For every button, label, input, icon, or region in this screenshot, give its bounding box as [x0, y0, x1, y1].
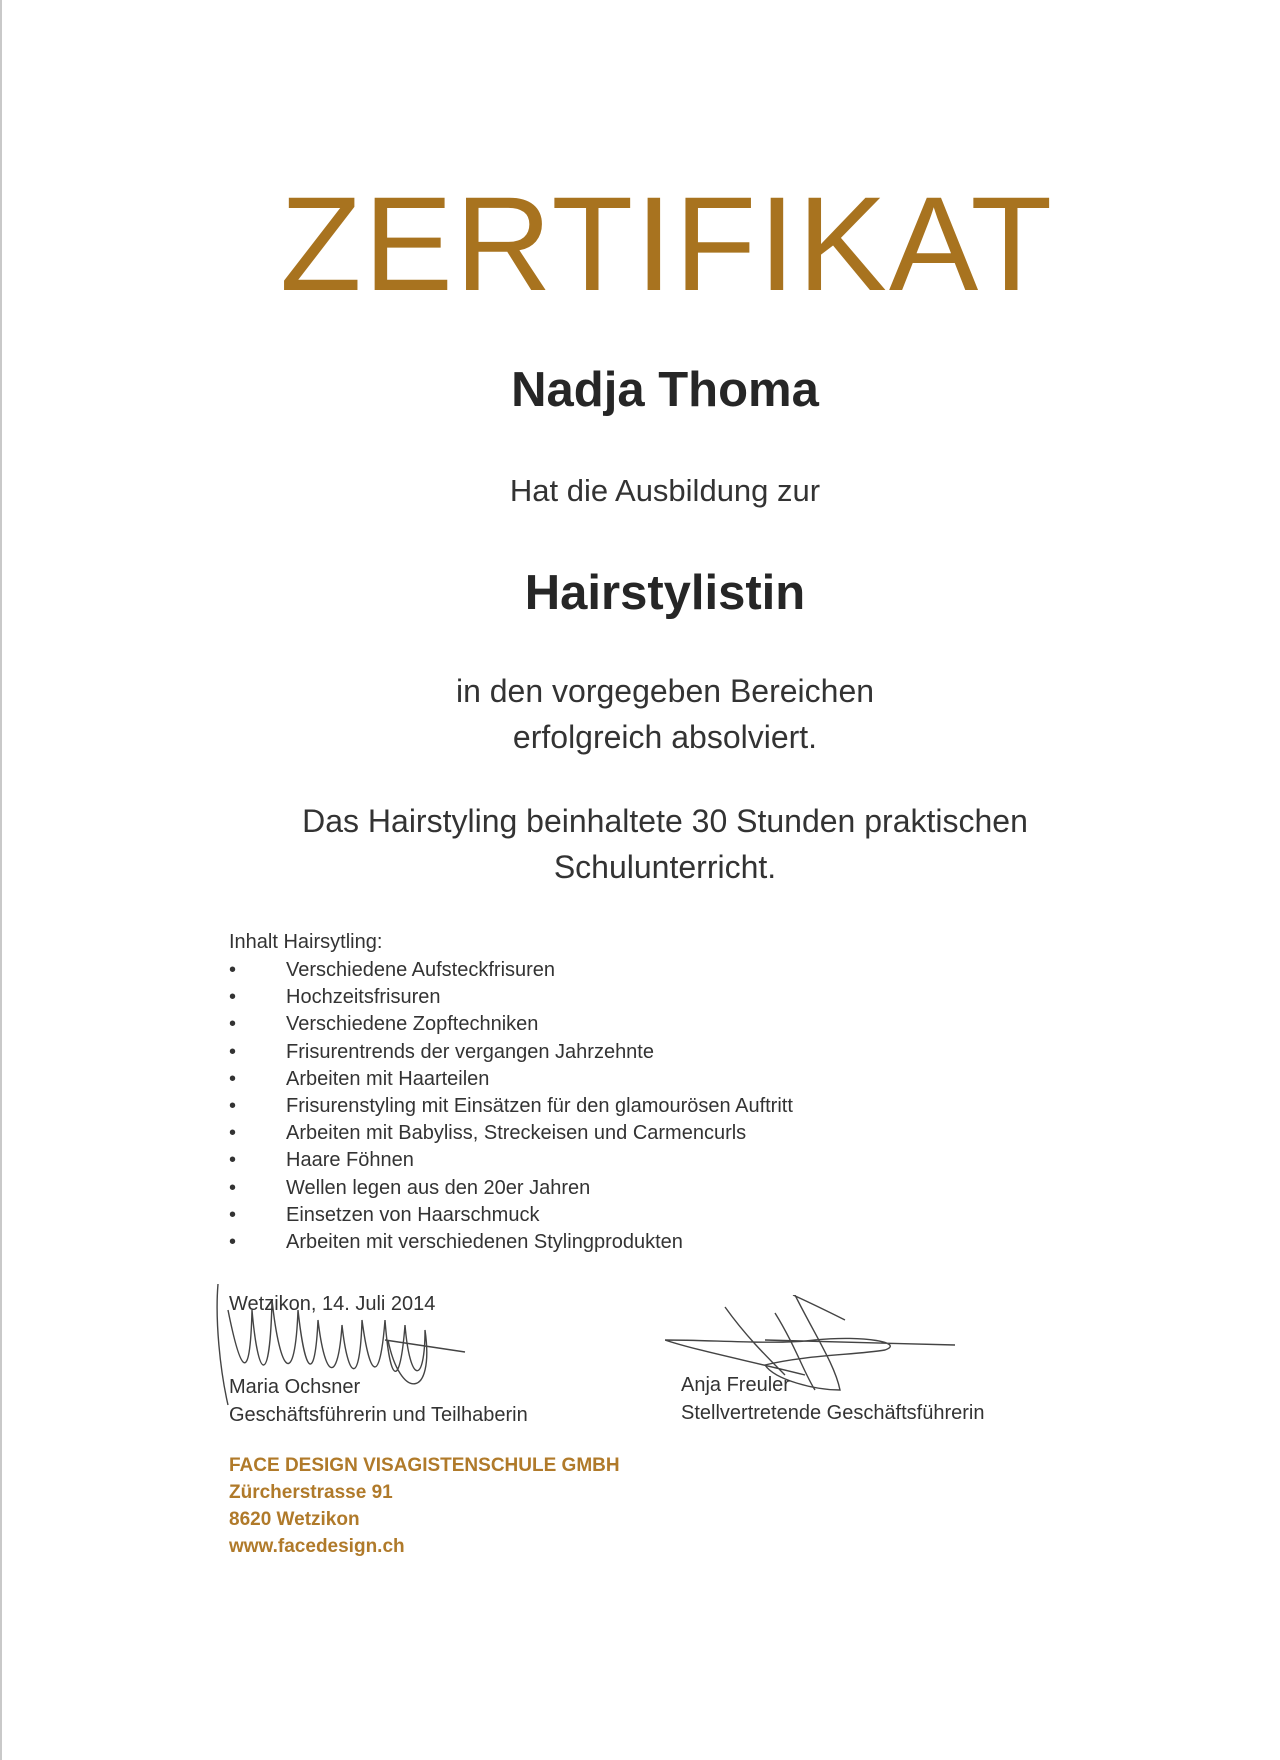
content-heading: Inhalt Hairsytling: — [229, 931, 383, 953]
bullet-icon: • — [229, 1230, 237, 1253]
content-list — [229, 957, 929, 1256]
signer-right-role: Stellvertretende Geschäftsführerin — [681, 1402, 985, 1424]
bullet-icon: • — [229, 1067, 237, 1090]
recipient-name: Nadja Thoma — [511, 363, 819, 417]
hours-text — [0, 798, 1280, 890]
bullet-icon: • — [229, 1176, 237, 1199]
list-item: • Wellen legen aus den 20er Jahren — [229, 1175, 929, 1202]
company-name: FACE DESIGN VISAGISTENSCHULE GMBH — [229, 1455, 620, 1476]
signer-right — [681, 1371, 985, 1427]
bullet-icon: • — [229, 1149, 237, 1172]
signer-left-role: Geschäftsführerin und Teilhaberin — [229, 1404, 528, 1426]
bullet-icon: • — [229, 1122, 237, 1145]
certificate-title: ZERTIFIKAT — [279, 170, 1055, 319]
list-item: • Verschiedene Aufsteckfrisuren — [229, 957, 929, 984]
signer-left-name: Maria Ochsner — [229, 1376, 361, 1398]
company-street: Zürcherstrasse 91 — [229, 1482, 393, 1503]
profession-title: Hairstylistin — [524, 566, 806, 620]
list-item: • Arbeiten mit Haarteilen — [229, 1066, 929, 1093]
bullet-icon: • — [229, 1203, 237, 1226]
completion-text — [0, 668, 1280, 760]
place-date: Wetzikon, 14. Juli 2014 — [229, 1293, 436, 1315]
company-website[interactable]: www.facedesign.ch — [229, 1536, 405, 1557]
intro-text: Hat die Ausbildung zur — [509, 473, 821, 508]
hours-line-1: Das Hairstyling beinhaltete 30 Stunden praktischen — [302, 803, 1028, 839]
list-item: • Verschiedene Zopftechniken — [229, 1011, 929, 1038]
signer-left — [229, 1373, 528, 1429]
list-item: • Einsetzen von Haarschmuck — [229, 1202, 929, 1229]
bullet-icon: • — [229, 959, 237, 981]
list-item: • Arbeiten mit Babyliss, Streckeisen und Carmencurls — [229, 1120, 929, 1147]
list-item: • Frisurentrends der vergangen Jahrzehnte — [229, 1039, 929, 1066]
bullet-icon: • — [229, 1040, 237, 1063]
content-section — [229, 931, 929, 1256]
company-footer — [229, 1452, 620, 1560]
completion-line-1: in den vorgegeben Bereichen — [455, 673, 875, 709]
list-item: • Arbeiten mit verschiedenen Stylingprodukten — [229, 1229, 929, 1256]
bullet-icon: • — [229, 986, 237, 1009]
bullet-icon: • — [229, 1013, 237, 1036]
signer-right-name: Anja Freuler — [681, 1374, 790, 1396]
bullet-icon: • — [229, 1094, 237, 1117]
list-item: • Haare Föhnen — [229, 1147, 929, 1174]
hours-line-2: Schulunterricht. — [553, 849, 777, 885]
list-item: • Hochzeitsfrisuren — [229, 984, 929, 1011]
completion-line-2: erfolgreich absolviert. — [512, 719, 818, 755]
list-item: • Frisurenstyling mit Einsätzen für den glamourösen Auftritt — [229, 1093, 929, 1120]
company-city: 8620 Wetzikon — [229, 1509, 360, 1530]
